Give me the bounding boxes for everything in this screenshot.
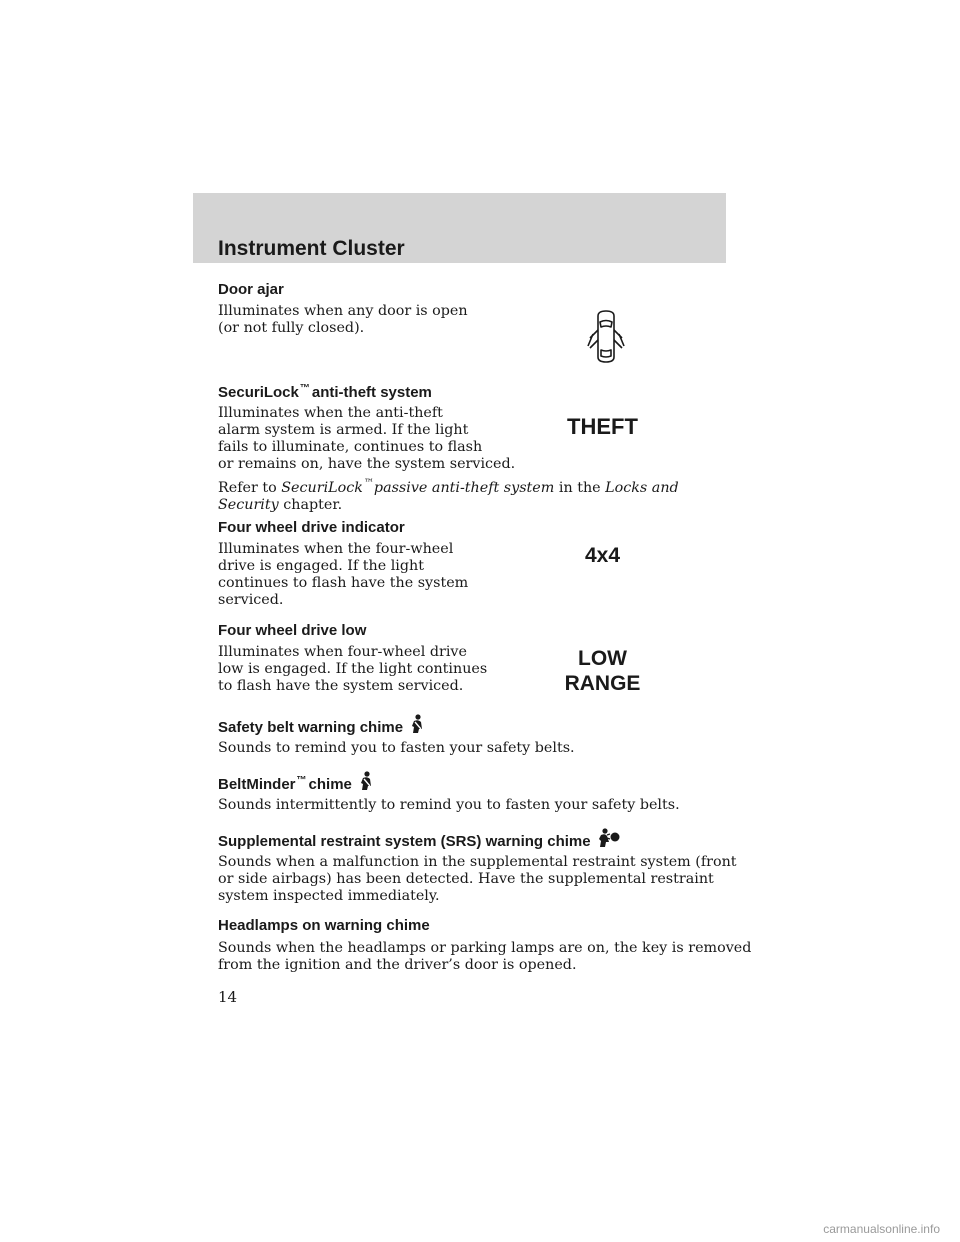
beltminder-chime-heading: BeltMinder™ chime (218, 771, 374, 795)
srs-chime-description: Sounds when a malfunction in the supplemental restraint system (front or side airbags) has been detected. Have the supplemental restraint system inspected immediately. (218, 854, 737, 904)
door-ajar-description: Illuminates when any door is open (or not fully closed). (218, 303, 468, 336)
headlamps-chime-description: Sounds when the headlamps or parking lamps are on, the key is removed from the ignition and the driver’s door is opened. (218, 940, 752, 973)
securilock-heading: SecuriLock™ anti-theft system (218, 383, 432, 401)
beltminder-chime-description: Sounds intermittently to remind you to fasten your safety belts. (218, 797, 680, 813)
seatbelt-icon (409, 714, 425, 738)
safety-belt-chime-description: Sounds to remind you to fasten your safety belts. (218, 740, 575, 756)
door-ajar-heading: Door ajar (218, 281, 284, 298)
four-wheel-drive-low-description: Illuminates when four-wheel drive low is engaged. If the light continues to flash have the system serviced. (218, 644, 488, 694)
seatbelt-icon (358, 771, 374, 795)
door-ajar-icon (585, 308, 627, 366)
theft-indicator-label: THEFT (567, 414, 638, 439)
four-wheel-drive-heading: Four wheel drive indicator (218, 519, 405, 536)
four-by-four-indicator-label: 4x4 (584, 544, 621, 567)
headlamps-chime-heading: Headlamps on warning chime (218, 917, 430, 934)
page-number: 14 (218, 988, 238, 1006)
safety-belt-chime-heading: Safety belt warning chime (218, 714, 425, 738)
srs-chime-heading: Supplemental restraint system (SRS) warning chime (218, 828, 621, 852)
securilock-reference: Refer to SecuriLock™passive anti-theft system in the Locks and Security chapter. (218, 478, 679, 513)
chapter-title: Instrument Cluster (218, 237, 405, 260)
low-range-indicator-label: LOW RANGE (564, 647, 641, 695)
airbag-icon (597, 828, 621, 852)
securilock-description: Illuminates when the anti-theft alarm system is armed. If the light fails to illuminate, continues to flash or remains on, have the system serviced. (218, 405, 516, 472)
watermark: carmanualsonline.info (823, 1222, 940, 1236)
four-wheel-drive-low-heading: Four wheel drive low (218, 622, 367, 639)
four-wheel-drive-description: Illuminates when the four-wheel drive is engaged. If the light continues to flash have the system serviced. (218, 541, 469, 608)
